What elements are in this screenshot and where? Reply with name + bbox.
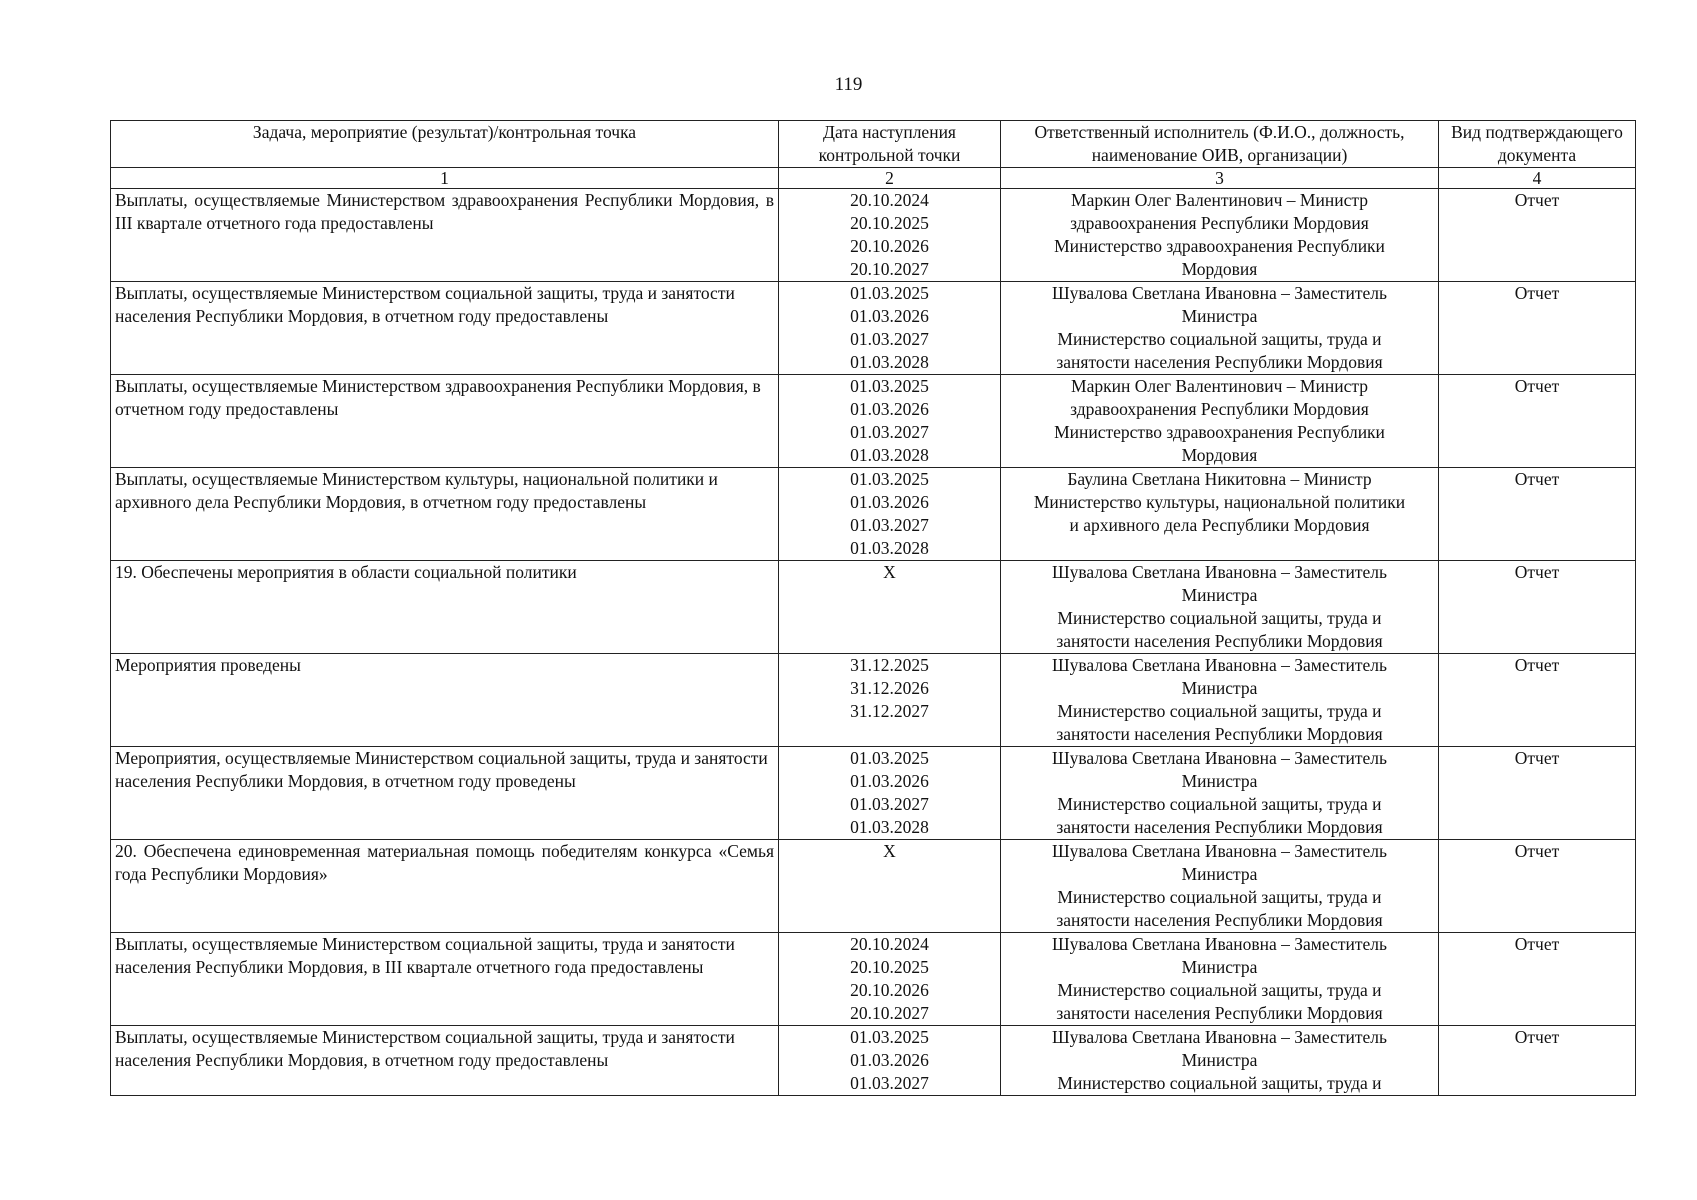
column-number: 4 bbox=[1439, 168, 1636, 189]
responsible-line: занятости населения Республики Мордовия bbox=[1056, 817, 1383, 837]
document-type-cell: Отчет bbox=[1439, 189, 1636, 282]
date-cell bbox=[779, 375, 1001, 468]
responsible-cell bbox=[1001, 840, 1439, 933]
responsible-line: Министерство социальной защиты, труда и bbox=[1057, 701, 1382, 721]
control-date: 01.03.2027 bbox=[850, 515, 929, 535]
control-date: 01.03.2027 bbox=[850, 794, 929, 814]
responsible-line: Министерство социальной защиты, труда и bbox=[1057, 794, 1382, 814]
responsible-cell bbox=[1001, 282, 1439, 375]
control-date: 01.03.2028 bbox=[850, 352, 929, 372]
control-date: 20.10.2025 bbox=[850, 213, 929, 233]
responsible-line: Министерство социальной защиты, труда и bbox=[1057, 980, 1382, 1000]
responsible-line: Шувалова Светлана Ивановна – Заместитель bbox=[1051, 655, 1387, 675]
task-cell: Выплаты, осуществляемые Министерством культуры, национальной политики и архивного дела Республики Мордовия, в отчетном году предоставлены bbox=[111, 468, 779, 561]
responsible-line: Мордовия bbox=[1181, 259, 1258, 279]
table-row bbox=[111, 654, 1636, 747]
responsible-line: Министерство здравоохранения Республики bbox=[1054, 236, 1385, 256]
responsible-line: Министерство социальной защиты, труда и bbox=[1057, 608, 1382, 628]
table-row bbox=[111, 468, 1636, 561]
responsible-line: Шувалова Светлана Ивановна – Заместитель bbox=[1051, 283, 1387, 303]
control-date: 01.03.2025 bbox=[850, 748, 929, 768]
responsible-line: Министра bbox=[1181, 678, 1258, 698]
control-date: 01.03.2026 bbox=[850, 1050, 929, 1070]
date-cell bbox=[779, 561, 1001, 654]
responsible-line: здравоохранения Республики Мордовия bbox=[1070, 399, 1369, 419]
header-responsible: Ответственный исполнитель (Ф.И.О., должность, наименование ОИВ, организации) bbox=[1001, 121, 1439, 168]
task-cell: Выплаты, осуществляемые Министерством социальной защиты, труда и занятости населения Республики Мордовия, в III квартале отчетного года предоставлены bbox=[111, 933, 779, 1026]
responsible-line: Министерство социальной защиты, труда и bbox=[1057, 1073, 1382, 1093]
control-date: 01.03.2027 bbox=[850, 329, 929, 349]
responsible-cell bbox=[1001, 933, 1439, 1026]
responsible-line: занятости населения Республики Мордовия bbox=[1056, 352, 1383, 372]
responsible-line: Шувалова Светлана Ивановна – Заместитель bbox=[1051, 748, 1387, 768]
task-cell: Выплаты, осуществляемые Министерством социальной защиты, труда и занятости населения Республики Мордовия, в отчетном году предоставлены bbox=[111, 282, 779, 375]
task-cell: 20. Обеспечена единовременная материальная помощь победителям конкурса «Семья года Республики Мордовия» bbox=[111, 840, 779, 933]
control-date: 31.12.2025 bbox=[850, 655, 929, 675]
responsible-line: Министерство здравоохранения Республики bbox=[1054, 422, 1385, 442]
control-date: 01.03.2028 bbox=[850, 817, 929, 837]
date-cell bbox=[779, 654, 1001, 747]
control-date: 20.10.2026 bbox=[850, 236, 929, 256]
document-type-cell: Отчет bbox=[1439, 375, 1636, 468]
task-cell: Выплаты, осуществляемые Министерством здравоохранения Республики Мордовия, в отчетном году предоставлены bbox=[111, 375, 779, 468]
table-row bbox=[111, 375, 1636, 468]
responsible-line: Министерство социальной защиты, труда и bbox=[1057, 329, 1382, 349]
table-row bbox=[111, 1026, 1636, 1096]
document-type-cell: Отчет bbox=[1439, 933, 1636, 1026]
responsible-cell bbox=[1001, 654, 1439, 747]
date-cell bbox=[779, 933, 1001, 1026]
responsible-line: здравоохранения Республики Мордовия bbox=[1070, 213, 1369, 233]
control-date: 01.03.2028 bbox=[850, 538, 929, 558]
task-cell: Мероприятия, осуществляемые Министерством социальной защиты, труда и занятости населения Республики Мордовия, в отчетном году проведены bbox=[111, 747, 779, 840]
control-date: 01.03.2026 bbox=[850, 306, 929, 326]
document-type-cell: Отчет bbox=[1439, 468, 1636, 561]
responsible-line: Министра bbox=[1181, 957, 1258, 977]
control-date: 01.03.2025 bbox=[850, 376, 929, 396]
column-number: 1 bbox=[111, 168, 779, 189]
control-date: 01.03.2025 bbox=[850, 283, 929, 303]
control-date: 20.10.2027 bbox=[850, 1003, 929, 1023]
date-cell bbox=[779, 1026, 1001, 1096]
responsible-line: Баулина Светлана Никитовна – Министр bbox=[1067, 469, 1372, 489]
control-date: 31.12.2027 bbox=[850, 701, 929, 721]
responsible-cell bbox=[1001, 375, 1439, 468]
control-date: 20.10.2025 bbox=[850, 957, 929, 977]
responsible-line: Мордовия bbox=[1181, 445, 1258, 465]
header-task: Задача, мероприятие (результат)/контрольная точка bbox=[111, 121, 779, 168]
date-cell bbox=[779, 468, 1001, 561]
control-date: 20.10.2026 bbox=[850, 980, 929, 1000]
control-date: 01.03.2027 bbox=[850, 422, 929, 442]
control-date: 31.12.2026 bbox=[850, 678, 929, 698]
control-date: 01.03.2025 bbox=[850, 469, 929, 489]
document-type-cell: Отчет bbox=[1439, 747, 1636, 840]
control-date: 01.03.2027 bbox=[850, 1073, 929, 1093]
responsible-cell bbox=[1001, 1026, 1439, 1096]
control-date: 01.03.2028 bbox=[850, 445, 929, 465]
document-type-cell: Отчет bbox=[1439, 654, 1636, 747]
responsible-cell bbox=[1001, 561, 1439, 654]
date-cell bbox=[779, 747, 1001, 840]
responsible-line: Шувалова Светлана Ивановна – Заместитель bbox=[1051, 562, 1387, 582]
responsible-line: Министра bbox=[1181, 306, 1258, 326]
table-row bbox=[111, 747, 1636, 840]
responsible-line: Шувалова Светлана Ивановна – Заместитель bbox=[1051, 1027, 1387, 1047]
responsible-line: и архивного дела Республики Мордовия bbox=[1069, 515, 1370, 535]
responsible-line: Министра bbox=[1181, 1050, 1258, 1070]
document-type-cell: Отчет bbox=[1439, 561, 1636, 654]
date-cell bbox=[779, 189, 1001, 282]
task-cell: Выплаты, осуществляемые Министерством здравоохранения Республики Мордовия, в III квартале отчетного года предоставлены bbox=[111, 189, 779, 282]
control-date: 20.10.2024 bbox=[850, 934, 929, 954]
responsible-line: Министерство культуры, национальной политики bbox=[1033, 492, 1406, 512]
table-row bbox=[111, 840, 1636, 933]
table-row bbox=[111, 189, 1636, 282]
column-number: 3 bbox=[1001, 168, 1439, 189]
control-date: 01.03.2026 bbox=[850, 771, 929, 791]
responsible-line: занятости населения Республики Мордовия bbox=[1056, 724, 1383, 744]
control-date: 01.03.2025 bbox=[850, 1027, 929, 1047]
responsible-line: занятости населения Республики Мордовия bbox=[1056, 1003, 1383, 1023]
task-cell: Мероприятия проведены bbox=[111, 654, 779, 747]
column-number: 2 bbox=[779, 168, 1001, 189]
table-row bbox=[111, 933, 1636, 1026]
table-header-row bbox=[111, 121, 1636, 168]
responsible-line: Шувалова Светлана Ивановна – Заместитель bbox=[1051, 841, 1387, 861]
date-cell bbox=[779, 840, 1001, 933]
responsible-line: Шувалова Светлана Ивановна – Заместитель bbox=[1051, 934, 1387, 954]
task-cell: Выплаты, осуществляемые Министерством социальной защиты, труда и занятости населения Республики Мордовия, в отчетном году предоставлены bbox=[111, 1026, 779, 1096]
responsible-line: Министра bbox=[1181, 864, 1258, 884]
control-date: X bbox=[883, 562, 896, 582]
date-cell bbox=[779, 282, 1001, 375]
table-row bbox=[111, 282, 1636, 375]
responsible-line: занятости населения Республики Мордовия bbox=[1056, 631, 1383, 651]
document-type-cell: Отчет bbox=[1439, 1026, 1636, 1096]
control-points-table bbox=[110, 120, 1636, 1096]
responsible-line: Министра bbox=[1181, 771, 1258, 791]
responsible-line: Маркин Олег Валентинович – Министр bbox=[1071, 190, 1368, 210]
table-body bbox=[111, 189, 1636, 1096]
responsible-line: Маркин Олег Валентинович – Министр bbox=[1071, 376, 1368, 396]
task-cell: 19. Обеспечены мероприятия в области социальной политики bbox=[111, 561, 779, 654]
control-date: 01.03.2026 bbox=[850, 399, 929, 419]
control-date: X bbox=[883, 841, 896, 861]
responsible-line: Министра bbox=[1181, 585, 1258, 605]
table-row bbox=[111, 561, 1636, 654]
control-date: 20.10.2027 bbox=[850, 259, 929, 279]
responsible-line: Министерство социальной защиты, труда и bbox=[1057, 887, 1382, 907]
responsible-cell bbox=[1001, 468, 1439, 561]
responsible-line: занятости населения Республики Мордовия bbox=[1056, 910, 1383, 930]
responsible-cell bbox=[1001, 189, 1439, 282]
header-date: Дата наступления контрольной точки bbox=[779, 121, 1001, 168]
column-number-row bbox=[111, 168, 1636, 189]
page-number: 119 bbox=[834, 74, 863, 95]
control-date: 20.10.2024 bbox=[850, 190, 929, 210]
control-date: 01.03.2026 bbox=[850, 492, 929, 512]
document-type-cell: Отчет bbox=[1439, 840, 1636, 933]
responsible-cell bbox=[1001, 747, 1439, 840]
document-type-cell: Отчет bbox=[1439, 282, 1636, 375]
header-document: Вид подтверждающего документа bbox=[1439, 121, 1636, 168]
